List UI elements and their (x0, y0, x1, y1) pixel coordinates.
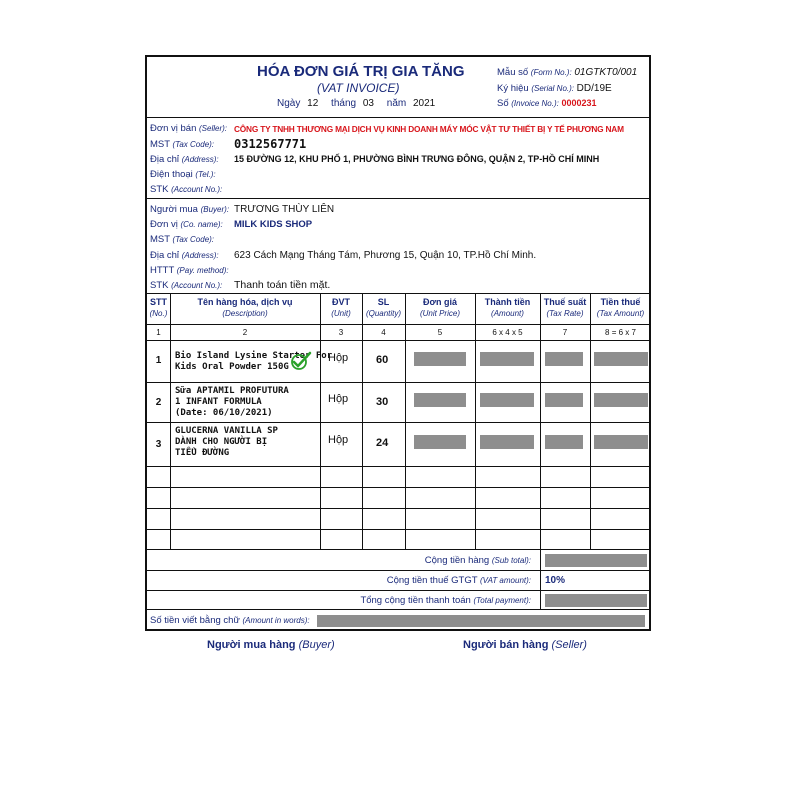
redacted-unit-price (414, 393, 466, 407)
col-index: 5 (437, 328, 443, 337)
amount-in-words-label: Số tiền viết bằng chữ (Amount in words): (150, 615, 310, 626)
form-no: Mẫu số (Form No.): 01GTKT0/001 (497, 67, 638, 78)
amount-in-words-section (147, 609, 649, 632)
buyer-signature-label: Người mua hàng (Buyer) (207, 639, 335, 651)
checkmark-icon (290, 351, 312, 371)
serial-no: Ký hiệu (Serial No.): DD/19E (497, 83, 612, 94)
redacted-total (545, 594, 647, 607)
seller-address: 15 ĐƯỜNG 12, KHU PHỐ 1, PHƯỜNG BÌNH TRƯNG ĐÔNG, QUẬN 2, TP-HỒ CHÍ MINH (234, 154, 600, 164)
row-unit: Hộp (328, 352, 349, 364)
invoice-date: Ngày 12 tháng 03 năm 2021 (277, 98, 436, 109)
buyer-label: Người mua (Buyer): (150, 204, 230, 215)
row-no: 1 (155, 355, 162, 366)
invoice-form (145, 55, 651, 631)
col-index: 3 (338, 328, 344, 337)
row-unit: Hộp (328, 393, 349, 405)
redacted-tax-amount (594, 435, 648, 449)
redacted-amount (480, 352, 534, 366)
seller-address-label: Địa chỉ (Address): (150, 154, 219, 165)
redacted-subtotal (545, 554, 647, 567)
buyer-address: 623 Cách Mạng Tháng Tám, Phương 15, Quận 10, TP.Hồ Chí Minh. (234, 250, 537, 261)
seller-name: CÔNG TY TNHH THƯƠNG MẠI DỊCH VỤ KINH DOANH MÁY MÓC VẬT TƯ THIẾT BỊ Y TẾ PHƯƠNG NAM (234, 124, 624, 134)
redacted-unit-price (414, 352, 466, 366)
row-quantity: 30 (376, 396, 389, 408)
total-payment-label: Tổng cộng tiền thanh toán (Total payment): (360, 595, 531, 606)
invoice-subtitle: (VAT INVOICE) (317, 81, 400, 95)
row-no: 2 (155, 397, 162, 408)
redacted-amount-in-words (317, 615, 645, 627)
seller-tax-code: 0312567771 (234, 137, 307, 151)
row-unit: Hộp (328, 434, 349, 446)
buyer-tax-label: MST (Tax Code): (150, 234, 215, 245)
redacted-tax-rate (545, 435, 583, 449)
vat-rate: 10% (545, 575, 566, 586)
row-description: GLUCERNA VANILLA SP DÀNH CHO NGƯỜI BỊ TIỂU ĐƯỜNG (175, 426, 278, 458)
col-header-tax-amount: Tiền thuế (Tax Amount) (596, 297, 645, 318)
redacted-amount (480, 393, 534, 407)
col-header-unit-price: Đơn giá (Unit Price) (419, 297, 460, 318)
redacted-tax-amount (594, 393, 648, 407)
col-header-quantity: SL (Quantity) (365, 297, 402, 318)
seller-name-label: Đơn vị bán (Seller): (150, 123, 228, 134)
buyer-account-label: STK (Account No.): (150, 280, 223, 291)
buyer-company: MILK KIDS SHOP (234, 219, 313, 230)
col-index: 4 (381, 328, 386, 337)
col-header-unit: ĐVT (Unit) (331, 297, 351, 318)
row-no: 3 (155, 439, 162, 450)
col-header-amount: Thành tiền (Amount) (484, 297, 531, 318)
row-quantity: 24 (376, 437, 389, 449)
row-description: Sữa APTAMIL PROFUTURA 1 INFANT FORMULA (Date: 06/10/2021) (175, 386, 289, 418)
col-index: 8 = 6 x 7 (605, 328, 636, 337)
row-description: Bio Island Lysine Starter For Kids Oral Powder 150G (175, 351, 333, 372)
col-header-tax-rate: Thuế suất (Tax Rate) (543, 297, 587, 318)
col-index: 1 (156, 328, 161, 337)
vat-amount-label: Cộng tiền thuế GTGT (VAT amount): (386, 575, 531, 586)
seller-signature-label: Người bán hàng (Seller) (463, 639, 587, 651)
invoice-title: HÓA ĐƠN GIÁ TRỊ GIA TĂNG (257, 63, 465, 80)
invoice-no: Số (Invoice No.): 0000231 (497, 98, 597, 109)
col-index: 7 (562, 328, 568, 337)
col-header-no: STT (No.) (149, 297, 168, 318)
redacted-unit-price (414, 435, 466, 449)
buyer-payment-label: HTTT (Pay. method): (150, 265, 229, 276)
col-header-description: Tên hàng hóa, dịch vụ (Description) (197, 297, 293, 318)
row-quantity: 60 (376, 354, 389, 366)
redacted-amount (480, 435, 534, 449)
seller-tax-label: MST (Tax Code): (150, 139, 215, 150)
col-index: 6 x 4 x 5 (492, 328, 523, 337)
seller-section (147, 117, 649, 198)
buyer-section (147, 198, 649, 294)
redacted-tax-rate (545, 393, 583, 407)
subtotal-label: Cộng tiền hàng (Sub total): (424, 555, 531, 566)
items-table (147, 293, 649, 552)
col-index: 2 (242, 328, 248, 337)
redacted-tax-rate (545, 352, 583, 366)
buyer-address-label: Địa chỉ (Address): (150, 250, 219, 261)
buyer-account: Thanh toán tiền mặt. (234, 279, 331, 291)
seller-account-label: STK (Account No.): (150, 184, 223, 195)
totals-section (147, 549, 649, 610)
buyer-name: TRƯƠNG THÙY LIÊN (234, 204, 335, 215)
seller-tel-label: Điện thoại (Tel.): (150, 169, 216, 180)
buyer-company-label: Đơn vị (Co. name): (150, 219, 223, 230)
redacted-tax-amount (594, 352, 648, 366)
